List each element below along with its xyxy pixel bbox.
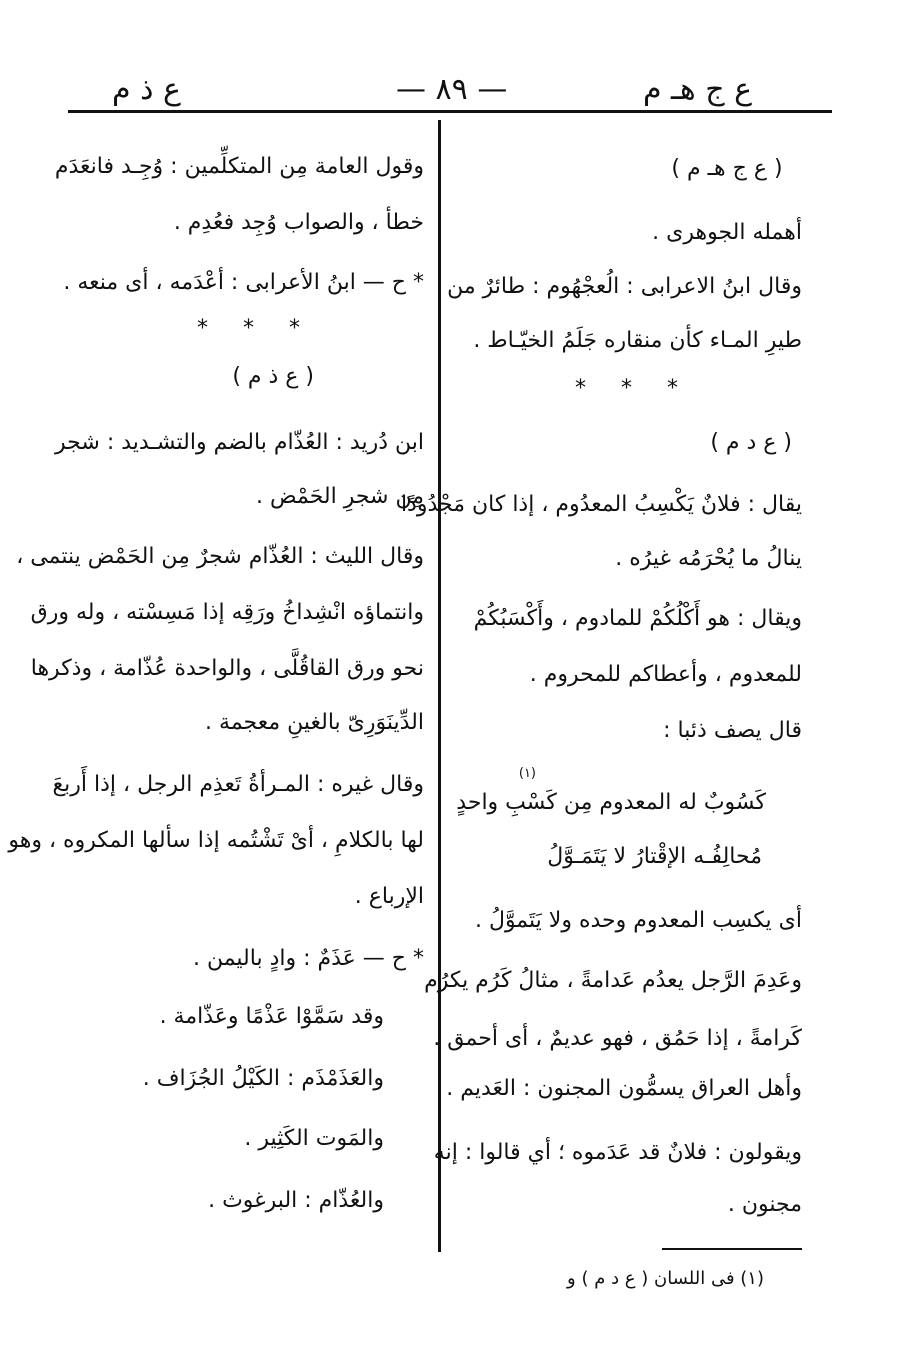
verse-line: مُحالِفُـه الإقْتارُ لا يَتَمَـوَّلُ [547,844,762,869]
footnote-marker: (١) [518,766,536,781]
section-separator-stars: * * * [575,376,692,401]
text-line: ابن دُريد : العُذّام بالضم والتشـديد : شجر [55,430,424,455]
text-line: ويقولون : فلانٌ قد عَدَموه ؛ أي قالوا : إنه [433,1140,802,1165]
verse-line: كَسُوبٌ له المعدوم مِن كَسْبِ واحدٍ [456,790,766,815]
text-line: وقد سَمَّوْا عَذْمًا وعَذّامة . [159,1004,384,1029]
text-line: لها بالكلامِ ، أىْ تَشْتُمه إذا سألها المكروه ، وهو [8,828,424,853]
text-line: وانتماؤه انْشِداخُ ورَقِه إذا مَسِسْته ، وله ورق [30,600,424,625]
text-line: * ح — عَذَمٌ : وادٍ باليمن . [192,946,424,971]
text-line: ويقال : هو أَكْلُكُمْ للمادوم ، وأَكْسَبُكُمْ [473,606,802,631]
text-line: نحو ورق القاقُلَّى ، والواحدة عُذّامة ، وذكرها [30,656,424,681]
footnote: (١) فى اللسان ( ع د م ) و [567,1268,764,1289]
text-line: الدِّينَوَرِىّ بالغينِ معجمة . [205,710,424,735]
text-line: والمَوت الكَثِير . [244,1126,384,1151]
text-line: مِن شجرِ الحَمْض . [256,484,424,509]
text-line: خطأ ، والصواب وُجِد فعُدِم . [173,210,424,235]
section-title-athm: ( ع ذ م ) [232,364,314,389]
text-line: طيرِ المـاء كأن منقاره جَلَمُ الخيّـاط . [473,328,802,353]
text-line: وقال الليث : العُذّام شجرٌ مِن الحَمْض ينتمى ، [16,544,424,569]
section-separator-stars: * * * [197,316,314,341]
text-line: والعَذَمْذَم : الكَيْلُ الجُزَاف . [142,1066,384,1091]
text-line: مجنون . [727,1192,802,1217]
text-line: أهمله الجوهرى . [652,220,802,245]
text-line: وقال ابنُ الاعرابى : الُعجْهُوم : طائرٌ من [447,274,802,299]
text-line: ينالُ ما يُحْرَمُه غيرُه . [615,546,802,571]
text-line: وقال غيره : المـرأةُ تَعذِم الرجل ، إذا أَربعَ [52,772,424,797]
header-rule [68,110,832,113]
column-divider [438,120,441,1252]
section-title-ajhm: ( ع ج هـ م ) [671,156,783,181]
text-line: الإرباع . [354,884,424,909]
text-line: وأهل العراق يسمُّون المجنون : العَديم . [446,1076,802,1101]
text-line: كَرامةً ، إذا حَمُق ، فهو عديمٌ ، أى أحمق . [433,1026,802,1051]
text-line: والعُذّام : البرغوث . [208,1188,384,1213]
text-line: وعَدِمَ الرَّجل يعدُم عَدامةً ، مثالُ كَرُم يكرُم [424,968,802,993]
footnote-rule [662,1248,802,1250]
text-line: للمعدوم ، وأعطاكم للمحروم . [529,662,802,687]
text-line: أى يكسِب المعدوم وحده ولا يَتَموَّلُ . [474,908,802,933]
section-title-adm: ( ع د م ) [710,430,792,455]
text-line: قال يصف ذئبا : [663,718,802,743]
text-line: يقال : فلانٌ يَكْسِبُ المعدُوم ، إذا كان مَجْدُودًا [400,492,802,517]
header-root-left: ع ذ م [112,72,181,107]
header-root-right: ع ج هـ م [642,72,752,107]
text-line: وقول العامة مِن المتكلِّمين : وُجِـد فانعَدَم [54,154,424,179]
page-number: — ٨٩ — [396,72,508,107]
text-line: * ح — ابنُ الأعرابى : أعْدَمه ، أى منعه . [63,270,424,295]
